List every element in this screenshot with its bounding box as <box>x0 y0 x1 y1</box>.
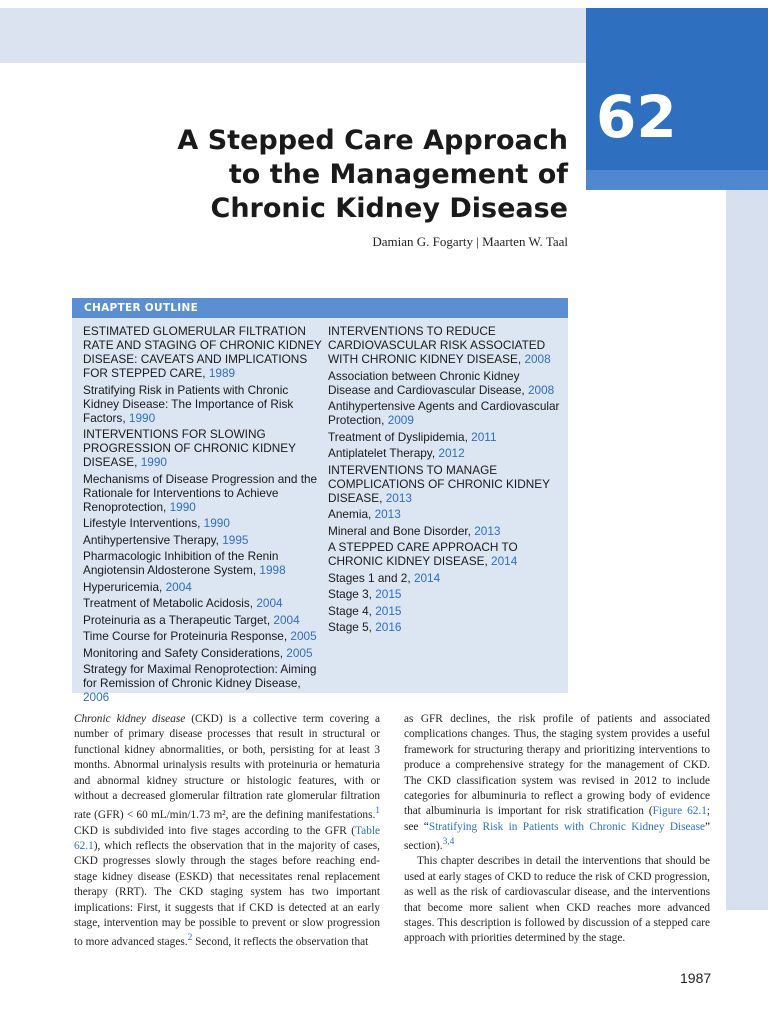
outline-left-column <box>83 324 323 707</box>
outline-item-label: Stage 4, <box>328 603 372 618</box>
outline-item-page[interactable]: 1990 <box>140 455 167 469</box>
outline-item-label: Treatment of Metabolic Acidosis, <box>83 596 254 610</box>
outline-item[interactable] <box>83 613 323 627</box>
reference[interactable]: 1 <box>375 806 380 817</box>
outline-item-page[interactable]: 2013 <box>474 523 501 538</box>
outline-item-label: Proteinuria as a Therapeutic Target, <box>83 612 271 627</box>
outline-item-page[interactable]: 1990 <box>203 516 230 530</box>
outline-item-label: Pharmacologic Inhibition of the Renin Angiotensin Aldosterone System, <box>83 549 279 577</box>
outline-item-label: Association between Chronic Kidney Disease and Cardiovascular Disease, <box>328 368 525 397</box>
outline-item-page[interactable]: 2005 <box>286 645 313 660</box>
outline-item-page[interactable]: 2014 <box>413 570 441 585</box>
outline-item-page[interactable]: 2016 <box>375 620 402 634</box>
outline-item[interactable] <box>83 549 323 577</box>
outline-item-label: INTERVENTIONS FOR SLOWING PROGRESSION OF CHRONIC KIDNEY DISEASE, <box>83 427 296 469</box>
title-line: A Stepped Care Approach <box>177 125 568 156</box>
outline-item-label: Stages 1 and 2, <box>328 570 411 585</box>
outline-item[interactable] <box>83 324 323 380</box>
outline-item-label: INTERVENTIONS TO MANAGE COMPLICATIONS OF CHRONIC KIDNEY DISEASE, <box>328 462 550 505</box>
body-paragraph: Chronic kidney disease (CKD) is a collective term covering a number of primary disease processes that result in structural or functional kidney abnormalities, or both, persisting for at least 3 months. Abnormal urinalysis results with proteinuria or hematuria and abnormal kidney structure or histologic features, with or without a decreased glomerular filtration rate glomerular filtration rate (GFR) < 60 mL/min/1.73 m², are the defining manifestations.$^1$ CKD is subdivided into five stages according to the GFR (Table 62.1), which reflects the observation that in the majority of cases, CKD progresses slowly through the stages before reaching end-stage kidney disease (ESKD) that necessitates renal replacement therapy (RRT). The CKD staging system has two important implications: First, it suggests that if CKD is detected at an early stage, intervention may be possible to prevent or slow progression to more advanced stages.$^2$ Second, it reflects the observation that <box>74 713 380 949</box>
outline-item[interactable] <box>83 629 323 643</box>
outline-item-label: Time Course for Proteinuria Response, <box>83 629 288 643</box>
body-text-continued <box>404 712 710 947</box>
outline-item[interactable] <box>83 596 323 610</box>
outline-item-label: Antihypertensive Agents and Cardiovascular Protection, <box>328 399 560 427</box>
outline-item-page[interactable]: 2013 <box>374 507 401 521</box>
outline-right-column <box>328 324 560 637</box>
outline-item-label: Mineral and Bone Disorder, <box>328 523 471 538</box>
outline-item[interactable] <box>328 587 560 601</box>
chapter-outline <box>72 298 568 704</box>
outline-item-label: Antihypertensive Therapy, <box>83 532 219 547</box>
outline-item-page[interactable]: 1995 <box>222 532 249 547</box>
outline-item[interactable] <box>83 580 323 594</box>
outline-item[interactable] <box>328 620 560 634</box>
outline-item-label: Lifestyle Interventions, <box>83 516 201 530</box>
outline-item-page[interactable]: 2014 <box>491 554 518 568</box>
title-line: Chronic Kidney Disease <box>210 193 568 224</box>
outline-item-label: Hyperuricemia, <box>83 579 163 594</box>
outline-item-page[interactable]: 2011 <box>471 429 497 444</box>
body-text <box>74 712 380 951</box>
body-paragraph: as GFR declines, the risk profile of patients and associated complications changes. Thus, the staging system provides a useful framework for structuring therapy and prioritizing interventions to produce a comprehensive strategy for the management of CKD. The CKD classification system was revised in 2012 to include categories for albuminuria to reflect a growing body of evidence that albuminuria is important for risk stratification (Figure 62.1; see “Stratifying Risk in Patients with Chronic Kidney Disease” section).$^{3,4}$ <box>404 713 711 853</box>
outline-item[interactable] <box>83 472 323 514</box>
outline-item[interactable] <box>328 430 560 444</box>
outline-item-label: Treatment of Dyslipidemia, <box>328 429 468 444</box>
outline-item-page[interactable]: 2004 <box>273 612 300 627</box>
title-line: to the Management of <box>228 159 568 190</box>
outline-item-page[interactable]: 2009 <box>387 413 414 427</box>
outline-item-label: Stratifying Risk in Patients with Chronic Kidney Disease: The Importance of Risk Factors, <box>83 382 294 425</box>
page-number: 1987 <box>680 970 712 986</box>
outline-item[interactable] <box>328 524 560 538</box>
section-link[interactable]: Stratifying Risk in Patients with Chronic Kidney Disease <box>428 820 705 833</box>
outline-item[interactable] <box>83 646 323 660</box>
reference[interactable]: 3,4 <box>442 837 455 848</box>
table-link[interactable]: Table 62.1 <box>74 824 380 853</box>
figure-link[interactable]: Figure 62.1 <box>652 805 707 818</box>
outline-item-page[interactable]: 2008 <box>528 382 555 397</box>
outline-item[interactable] <box>328 571 560 585</box>
outline-item-page[interactable]: 1989 <box>208 366 236 380</box>
chapter-accent-bar <box>586 170 768 190</box>
outline-item-label: ESTIMATED GLOMERULAR FILTRATION RATE AND STAGING OF CHRONIC KIDNEY DISEASE: CAVEATS AND IMPLICATIONS FOR STEPPED CARE, <box>83 324 322 380</box>
outline-item-label: INTERVENTIONS TO REDUCE CARDIOVASCULAR RISK ASSOCIATED WITH CHRONIC KIDNEY DISEASE, <box>328 324 546 366</box>
outline-item[interactable] <box>328 463 560 505</box>
outline-item[interactable] <box>83 427 323 469</box>
outline-item-page[interactable]: 1990 <box>128 410 156 425</box>
outline-item[interactable] <box>328 399 560 427</box>
outline-item-label: Stage 5, <box>328 620 372 634</box>
body-paragraph: This chapter describes in detail the interventions that should be used at early stages of CKD to reduce the risk of CKD progression, as well as the risk of cardiovascular disease, and the interventions that become more salient when CKD reaches more advanced stages. This description is followed by discussion of a stepped care approach with priorities determined by the stage. <box>404 855 710 945</box>
outline-item-page[interactable]: 2015 <box>375 603 402 618</box>
outline-item-page[interactable]: 2013 <box>385 490 412 505</box>
reference[interactable]: 2 <box>187 933 193 944</box>
outline-item[interactable] <box>328 369 560 397</box>
outline-item[interactable] <box>328 540 560 568</box>
outline-item-page[interactable]: 2015 <box>375 587 402 601</box>
outline-item[interactable] <box>83 383 323 425</box>
outline-item[interactable] <box>328 507 560 521</box>
body-text-continuation: as GFR declines, the risk profile of patients and associated complications changes. Thus, the staging system provides a useful framework for structuring therapy and prioritizing interventions to produce a comprehensive strategy for the management of CKD. The CKD classification system was revised in 2012 to include categories for albuminuria to reflect a growing body of evidence that albuminuria is important for risk stratification ( <box>404 713 710 818</box>
outline-item[interactable] <box>83 516 323 530</box>
outline-item-label: Mechanisms of Disease Progression and the Rationale for Interventions to Achieve Renoprotection, <box>83 471 318 514</box>
chapter-title <box>177 124 568 226</box>
authors: Damian G. Fogarty | Maarten W. Taal <box>372 234 568 249</box>
outline-item[interactable] <box>83 533 323 547</box>
outline-item-page[interactable]: 2004 <box>256 596 283 610</box>
chapter-number: 62 <box>596 83 677 151</box>
outline-item-page[interactable]: 2005 <box>290 629 317 643</box>
outline-item-label: Strategy for Maximal Renoprotection: Aiming for Remission of Chronic Kidney Disease, <box>83 662 317 690</box>
outline-item-page[interactable]: 2012 <box>438 446 465 460</box>
header-band <box>0 8 586 63</box>
term: Chronic kidney disease <box>74 713 186 725</box>
margin-strip <box>726 190 768 910</box>
outline-heading: CHAPTER OUTLINE <box>72 298 568 318</box>
outline-item-page[interactable]: 1998 <box>259 563 286 577</box>
outline-item-page[interactable]: 2008 <box>524 352 551 366</box>
outline-item-label: Stage 3, <box>328 587 372 601</box>
outline-item-label: Antiplatelet Therapy, <box>328 446 436 460</box>
outline-item-label: Monitoring and Safety Considerations, <box>83 645 284 660</box>
outline-item-label: A STEPPED CARE APPROACH TO CHRONIC KIDNEY DISEASE, <box>328 540 518 568</box>
outline-item[interactable] <box>328 604 560 618</box>
outline-item-label: Anemia, <box>328 507 372 521</box>
outline-item-page[interactable]: 2004 <box>165 579 192 594</box>
outline-item[interactable] <box>328 324 560 366</box>
outline-item-page[interactable]: 2006 <box>83 690 110 704</box>
outline-item-page[interactable]: 1990 <box>169 499 196 514</box>
outline-item[interactable] <box>83 662 323 704</box>
outline-item[interactable] <box>328 446 560 460</box>
